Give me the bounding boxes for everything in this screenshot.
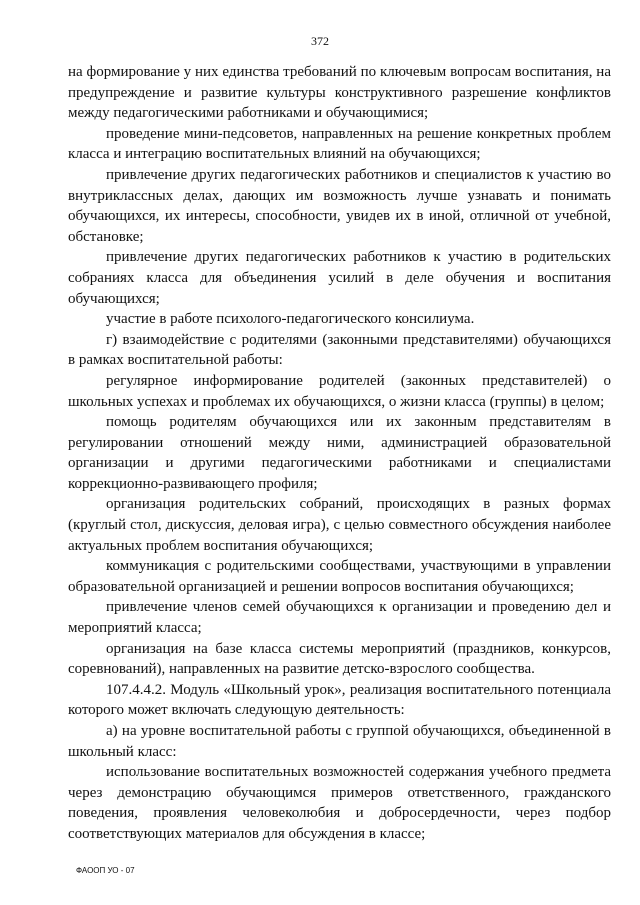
paragraph: коммуникация с родительскими сообществами, участвующими в управлении образовательной организацией и решении вопросов воспитания обучающихся; (68, 558, 611, 595)
paragraph: помощь родителям обучающихся или их законным представителям в регулировании отношений между ними, администрацией образовательной организации и другими педагогическими работниками и специалистами коррекционно-развивающего профиля; (68, 414, 611, 492)
paragraph: на формирование у них единства требований по ключевым вопросам воспитания, на предупреждение и развитие культуры конструктивного разрешение конфликтов между педагогическими работниками и обучающимися; (68, 64, 611, 122)
paragraph: привлечение членов семей обучающихся к организации и проведению дел и мероприятий класса; (68, 599, 611, 637)
footer-code: ФАООП УО - 07 (76, 866, 135, 875)
paragraph: использование воспитательных возможностей содержания учебного предмета через демонстрацию обучающимся примеров ответственного, гражданского поведения, проявления человеколюбия и добросердечности, через подбор соответствующих материалов для обсуждения в классе; (68, 764, 611, 842)
document-body (68, 62, 611, 845)
paragraph: 107.4.4.2. Модуль «Школьный урок», реализация воспитательного потенциала которого может включать следующую деятельность: (68, 681, 611, 719)
paragraph: участие в работе психолого-педагогического консилиума. (106, 311, 475, 328)
paragraph: организация на базе класса системы мероприятий (праздников, конкурсов, соревнований), направленных на развитие детско-взрослого сообщества. (68, 640, 611, 678)
paragraph: проведение мини-педсоветов, направленных на решение конкретных проблем класса и интеграцию воспитательных влияний на обучающихся; (68, 125, 611, 163)
paragraph: привлечение других педагогических работников к участию в родительских собраниях класса для объединения усилий в деле обучения и воспитания обучающихся; (68, 249, 611, 307)
paragraph: г) взаимодействие с родителями (законными представителями) обучающихся в рамках воспитательной работы: (68, 331, 611, 369)
paragraph: привлечение других педагогических работников и специалистов к участию во внутриклассных делах, дающих им возможность лучше узнавать и понимать обучающихся, их интересы, способности, увидев их в иной, отличной от учебной, обстановке; (68, 166, 611, 245)
page-number: 372 (311, 34, 329, 48)
paragraph: регулярное информирование родителей (законных представителей) о школьных успехах и проблемах их обучающихся, о жизни класса (группы) в целом; (68, 372, 611, 410)
paragraph: организация родительских собраний, происходящих в разных формах (круглый стол, дискуссия, деловая игра), с целью совместного обсуждения наиболее актуальных проблем воспитания обучающихся; (68, 496, 611, 554)
paragraph: а) на уровне воспитательной работы с группой обучающихся, объединенной в школьный класс: (68, 723, 611, 760)
